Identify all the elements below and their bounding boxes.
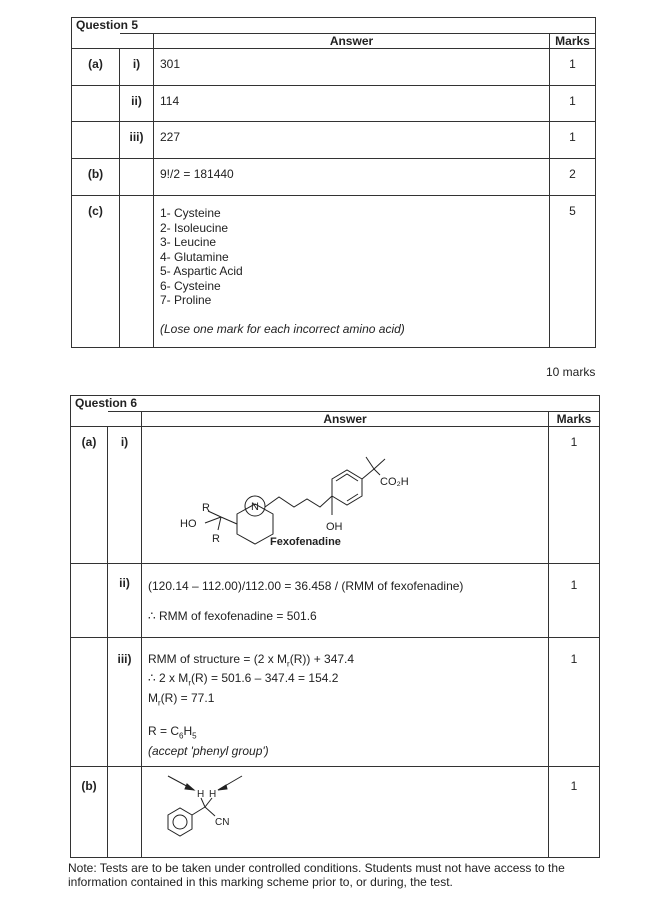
header-answer: Answer (154, 34, 550, 49)
amino-acid-item: 5- Aspartic Acid (160, 264, 243, 278)
butyl-chain (265, 496, 332, 507)
methyl-bond (374, 459, 385, 469)
h-label: H (197, 789, 205, 800)
sub-label (120, 196, 154, 348)
calc-line: $M_r(R) = 77.1$ (148, 690, 215, 708)
substituent-bond (221, 517, 237, 524)
sub-label (120, 159, 154, 196)
header-marks: Marks (550, 34, 596, 49)
phenylacetonitrile-structure-cell (142, 767, 549, 858)
marks-cell: 1 (550, 122, 596, 159)
part-label (72, 122, 120, 159)
calc-line: ∴ 2 x $M_r(R) = 501.6 - 347.4 = 154.2$ (148, 671, 339, 688)
cn-label: CN (215, 817, 230, 828)
question-6-header-row (71, 412, 600, 427)
q5-row-b (72, 159, 596, 196)
question-5-title: Question 5 (72, 18, 596, 34)
part-label: (a) (71, 427, 108, 564)
marks-cell: 1 (549, 427, 600, 564)
q6-row-b (71, 767, 600, 858)
sub-label: iii) (108, 638, 142, 767)
sub-label: i) (120, 49, 154, 86)
rmm-line: (120.14 – 112.00)/112.00 = 36.458 / (RMM of fexofenadine) (148, 579, 464, 593)
q6-row-a-i (71, 427, 600, 564)
part-label: (a) (72, 49, 120, 86)
ring-bond (192, 807, 205, 815)
part-label: (b) (71, 767, 108, 858)
sub-label: i) (108, 427, 142, 564)
sub-label: ii) (120, 86, 154, 122)
aromatic-circle (173, 815, 187, 829)
carboxyl-bond (374, 469, 380, 475)
amino-acid-item: 3- Leucine (160, 235, 217, 249)
c-r-bond (218, 517, 221, 530)
amino-acid-item: 6- Cysteine (160, 278, 221, 293)
fexofenadine-structure (142, 427, 547, 562)
sub-label: iii) (120, 122, 154, 159)
nitrile-bond (205, 807, 215, 816)
question-5-table (71, 17, 596, 348)
q5-row-a-iii (72, 122, 596, 159)
header-blank (120, 34, 154, 49)
q5-row-c (72, 196, 596, 348)
marks-cell: 1 (549, 564, 600, 638)
arrow-head-icon (218, 785, 227, 790)
calc-line: RMM of structure = (2 x $M_r(R)) + 347.4$ (148, 652, 355, 669)
part-label: (c) (72, 196, 120, 348)
h-label: H (209, 789, 217, 800)
benzene-ring (168, 808, 192, 836)
answer-cell: 301 (154, 49, 550, 86)
question-5-total: 10 marks (546, 365, 596, 379)
marks-cell: 2 (550, 159, 596, 196)
r-label: R (202, 502, 210, 514)
answer-cell: 227 (154, 122, 550, 159)
question-6-title-row (71, 396, 600, 412)
r-group-calculation (142, 638, 549, 767)
header-blank (71, 412, 108, 427)
marking-note: (Lose one mark for each incorrect amino acid) (160, 321, 405, 336)
marks-cell: 1 (550, 49, 596, 86)
c-oh-bond (205, 517, 221, 523)
calc-line: $R = C_6H_5$ (148, 724, 197, 741)
answer-cell: 114 (154, 86, 550, 122)
r-label: R (212, 533, 220, 545)
q6-row-a-ii (71, 564, 600, 638)
accept-note: (accept 'phenyl group') (148, 743, 269, 758)
question-6-title: Question 6 (71, 396, 600, 412)
benzene-ring (332, 470, 362, 505)
oh-label: OH (326, 521, 343, 533)
footer-note: Note: Tests are to be taken under controlled conditions. Students must not have access to the information contained in this marking scheme prior to, or during, the test. (68, 861, 565, 889)
marks-cell: 1 (549, 767, 600, 858)
nitrogen-label: N (251, 501, 259, 513)
arrow-head-icon (185, 784, 194, 790)
molecule-name: Fexofenadine (270, 536, 341, 548)
header-blank (72, 34, 120, 49)
q6-row-a-iii (71, 638, 600, 767)
rmm-result: ∴ RMM of fexofenadine = 501.6 (148, 609, 317, 623)
q5-row-a-ii (72, 86, 596, 122)
sub-label (108, 767, 142, 858)
sub-label: ii) (108, 564, 142, 638)
rmm-calculation (142, 564, 549, 638)
answer-cell: 9!/2 = 181440 (154, 159, 550, 196)
fexofenadine-structure-cell (142, 427, 549, 564)
question-6-table (70, 395, 600, 858)
part-label (71, 564, 108, 638)
question-5-header-row (72, 34, 596, 49)
marks-cell: 1 (549, 638, 600, 767)
amino-acid-item: 4- Glutamine (160, 249, 229, 264)
header-blank (108, 412, 142, 427)
header-marks: Marks (549, 412, 600, 427)
amino-acid-item: 1- Cysteine (160, 206, 221, 220)
header-answer: Answer (142, 412, 549, 427)
marks-cell: 1 (550, 86, 596, 122)
amino-acid-item: 2- Isoleucine (160, 220, 229, 235)
marks-cell: 5 (550, 196, 596, 348)
methyl-bond (366, 457, 374, 469)
phenylacetonitrile-structure (142, 767, 547, 856)
part-label: (b) (72, 159, 120, 196)
co2h-label: CO₂H (380, 476, 409, 488)
amino-acid-list (154, 196, 550, 348)
part-label (72, 86, 120, 122)
aryl-bond (362, 469, 374, 479)
ho-label: HO (180, 518, 197, 530)
question-5-title-row (72, 18, 596, 34)
amino-acid-item: 7- Proline (160, 293, 212, 307)
part-label (71, 638, 108, 767)
q5-row-a-i (72, 49, 596, 86)
